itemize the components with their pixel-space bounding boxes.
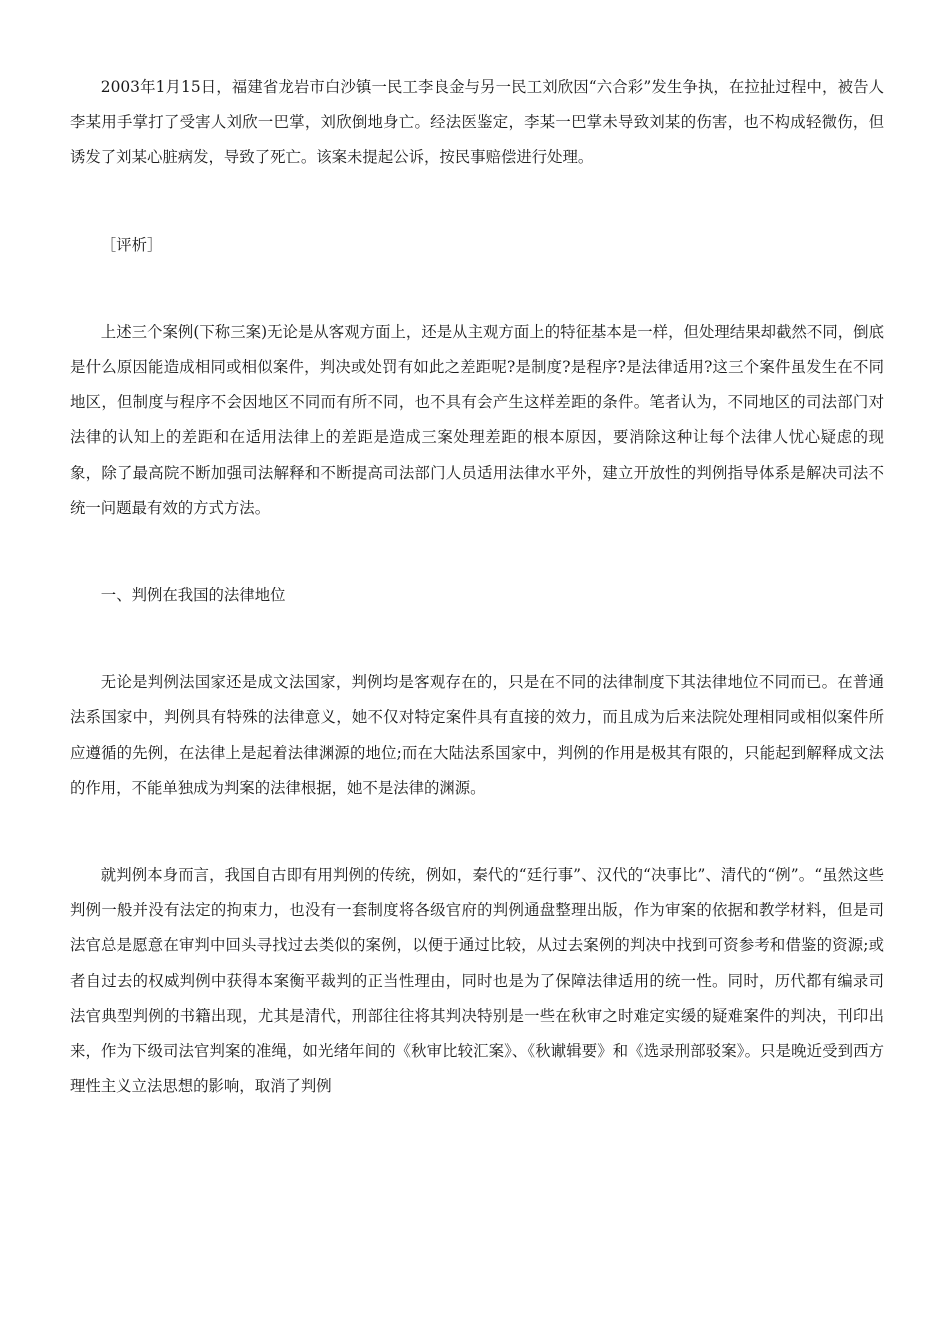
paragraph-case-description: 2003年1月15日，福建省龙岩市白沙镇一民工李良金与另一民工刘欣因“六合彩”发生争执，在拉扯过程中，被告人李某用手掌打了受害人刘欣一巴掌，刘欣倒地身亡。经法医鉴定，李某一巴掌未导致刘某的伤害，也不构成轻微伤，但诱发了刘某心脏病发，导致了死亡。该案未提起公诉，按民事赔偿进行处理。 <box>70 78 884 167</box>
paragraph-legal-systems: 无论是判例法国家还是成文法国家，判例均是客观存在的，只是在不同的法律制度下其法律地位不同而已。在普通法系国家中，判例具有特殊的法律意义，她不仅对特定案件具有直接的效力，而且成为后来法院处理相同或相似案件所应遵循的先例，在法律上是起着法律渊源的地位;而在大陆法系国家中，判例的作用是极其有限的，只能起到解释成文法的作用，不能单独成为判案的法律根据，她不是法律的渊源。 <box>70 673 884 797</box>
paragraph-chinese-tradition: 就判例本身而言，我国自古即有用判例的传统，例如，秦代的“廷行事”、汉代的“决事比”、清代的“例”。“虽然这些判例一般并没有法定的拘束力，也没有一套制度将各级官府的判例通盘整理出版，作为审案的依据和教学材料，但是司法官总是愿意在审判中回头寻找过去类似的案例，以便于通过比较，从过去案例的判决中找到可资参考和借鉴的资源;或者自过去的权威判例中获得本案衡平裁判的正当性理由，同时也是为了保障法律适用的统一性。同时，历代都有编录司法官典型判例的书籍出现，尤其是清代，刑部往往将其判决特别是一些在秋审之时难定实缓的疑难案件的判决，刊印出来，作为下级司法官判案的准绳，如光绪年间的《秋审比较汇案》、《秋谳辑要》和《选录刑部驳案》。只是晚近受到西方理性主义立法思想的影响，取消了判例 <box>70 866 884 1096</box>
section-heading-legal-status: 一、判例在我国的法律地位 <box>100 586 286 605</box>
paragraph-analysis: 上述三个案例(下称三案)无论是从客观方面上，还是从主观方面上的特征基本是一样，但处理结果却截然不同，倒底是什么原因能造成相同或相似案件，判决或处罚有如此之差距呢?是制度?是程序?是法律适用?这三个案件虽发生在不同地区，但制度与程序不会因地区不同而有所不同，也不具有会产生这样差距的条件。笔者认为，不同地区的司法部门对法律的认知上的差距和在适用法律上的差距是造成三案处理差距的根本原因，要消除这种让每个法律人忧心疑虑的现象，除了最高院不断加强司法解释和不断提高司法部门人员适用法律水平外，建立开放性的判例指导体系是解决司法不统一问题最有效的方式方法。 <box>70 322 884 517</box>
document-body <box>70 70 884 1156</box>
heading-analysis: ［评析］ <box>100 235 163 254</box>
